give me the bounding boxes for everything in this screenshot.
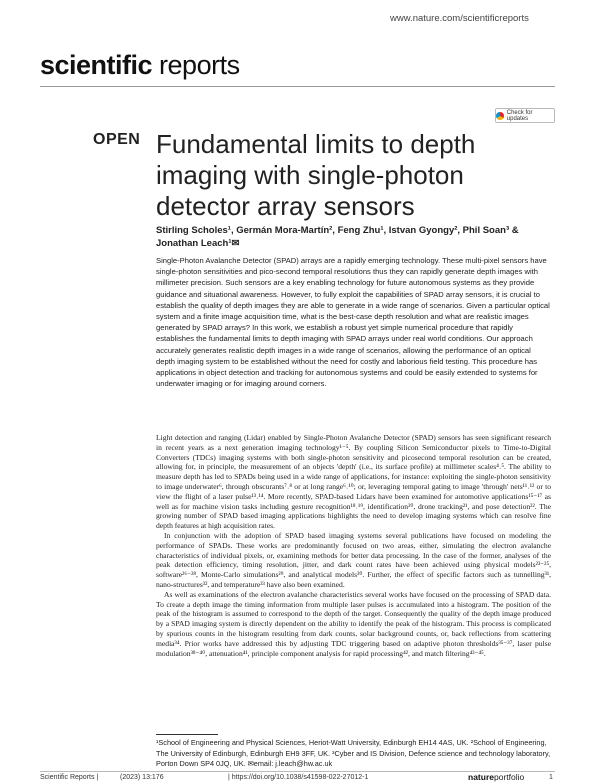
body-paragraph: Light detection and ranging (Lidar) enabled by Single-Photon Avalanche Detector (SPAD) sensors has seen significant research in recent years as a next generation imaging technology¹⁻⁵. By coupling Silicon Semiconductor pixels to Time-to-Digital Converters (TDCs) imaging systems with both single-photon sensitivity and picosecond temporal resolution can be created, allowing for, in principle, the measurement of an objects 'depth' (i.e., its surface profile) at millimeter scales⁴˒⁵. The ability to measure depth has led to SPADs being used in a wide range of applications, for instance: exploiting the single-photon sensitivity to image underwater⁶, through obscurants⁷˒⁸ or at long range⁶˒¹⁰; or, leveraging temporal gating to image 'through' nets¹¹˒¹² or to view the flight of a laser pulse¹³˒¹⁴. More recently, SPAD-based Lidars have been examined for automotive applications¹⁵⁻¹⁷ as well as for machine vision tasks including gesture recognition¹⁸˒¹⁹, identification²⁰, drone tracking²¹, and pose detection²². The growing number of SPAD based imaging applications highlights the need to develop imaging systems which can resolve fine depth features at high acquisition rates. [156, 433, 551, 531]
check-for-updates-button[interactable] [495, 108, 555, 123]
footer-journal: Scientific Reports | [40, 774, 99, 781]
open-access-label: OPEN [93, 131, 141, 148]
publisher-bold: nature [468, 772, 494, 782]
journal-logo [40, 50, 240, 81]
author-list[interactable]: Stirling Scholes¹, Germán Mora-Martín², Feng Zhu¹, Istvan Gyongy², Phil Soan³ & Jonathan Leach¹✉ [156, 225, 519, 249]
brand-rest: reports [152, 50, 240, 80]
footer-doi[interactable]: | https://doi.org/10.1038/s41598-022-27012-1 [228, 774, 369, 781]
footer-volume: (2023) 13:176 [120, 774, 164, 781]
body-paragraph: As well as examinations of the electron avalanche characteristics several works have focused on the processing of SPAD data. To create a depth image the timing information from multiple laser pulses is accumulated into a histogram. The position of the peak of the histogram is assumed to correspond to the depth of the target. Consequently the quality of the depth image produced by a SPAD imaging system is directly dependent on the ability to identify the peak of the histogram. This process is complicated by spurious counts in the histogram resulting from dark counts, solar background counts, or, back reflections from scattering media³⁴. Prior works have addressed this by adjusting TDC triggering based on adaptive photon thresholds³⁵⁻³⁷, laser pulse modulation³⁸⁻⁴⁰, attenuation⁴¹, principle component analysis for rapid processing⁴², and match filtering⁴³⁻⁴⁵. [156, 589, 551, 658]
publisher-logo [468, 772, 524, 782]
check-for-updates-label: Check for updates [506, 109, 533, 122]
publisher-rest: portfolio [493, 772, 525, 782]
affiliation-divider [156, 734, 218, 735]
crossmark-icon [496, 112, 504, 120]
article-title: Fundamental limits to depth imaging with single-photon detector array sensors [156, 129, 476, 221]
article-body [156, 433, 551, 658]
header-divider [40, 86, 555, 87]
journal-url[interactable]: www.nature.com/scientificreports [390, 13, 529, 24]
affiliations: ¹School of Engineering and Physical Sciences, Heriot-Watt University, Edinburgh EH14 4AS, UK. ²School of Engineering, The University of Edinburgh, Edinburgh EH9 3FF, UK. ³Cyber and IS Division, Defence science and technology laboratory, Porton Down SP4 0JQ, UK. ✉email: j.leach@hw.ac.uk [156, 738, 551, 768]
body-paragraph: In conjunction with the adoption of SPAD based imaging systems several publications have focused on modeling the performance of SPADs. These works are predominantly focused on two areas, either, simulating the electron avalanche characteristics of individual pixels, or, examining methods for better data processing. In the case of the former, analyses of the peak detection efficiency, timing resolution, jitter, and dark count rates have been achieved using physical models²³⁻²⁵, software²⁶⁻²⁸, Monte-Carlo simulations²⁹, and analytical models³⁰. Further, the effect of specific factors such as tunnelling³¹, nano-structures³², and temperature³³ have also been examined. [156, 530, 551, 589]
brand-bold: scientific [40, 50, 153, 80]
abstract: Single-Photon Avalanche Detector (SPAD) arrays are a rapidly emerging technology. These multi-pixel sensors have single-photon sensitivities and pico-second temporal resolutions thus they can rapidly generate depth images with millimeter precision. Such sensors are a key enabling technology for future autonomous systems as they provide guidance and situational awareness. However, to fully exploit the capabilities of SPAD array sensors, it is crucial to establish the quality of depth images they are able to generate in a wide range of scenarios. Given a particular optical system and a finite image acquisition time, what is the best-case depth resolution and what are realistic images generated by SPAD arrays? In this work, we establish a robust yet simple numerical procedure that rapidly establishes the fundamental limits to depth imaging with SPAD arrays under real world conditions. Our approach accurately generates realistic depth images in a wide range of scenarios, allowing the performance of an optical depth imaging system to be established without the need for costly and laborious field testing. This procedure has applications in object detection and tracking for autonomous systems and could be easily extended to systems for underwater imaging or for imaging around corners. [156, 256, 550, 389]
page-number: 1 [549, 774, 553, 781]
